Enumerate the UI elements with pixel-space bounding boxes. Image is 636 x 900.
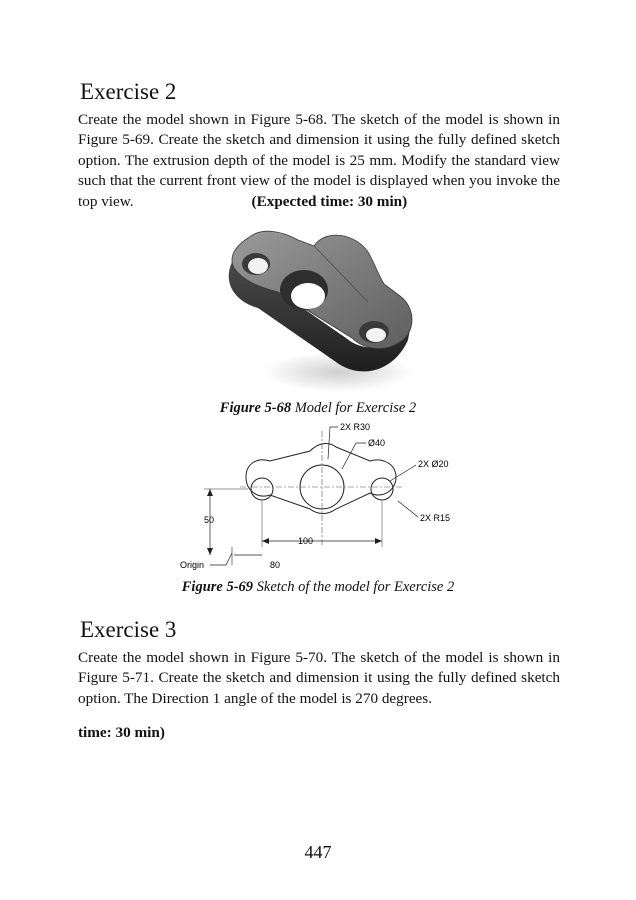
label-dim100: 100 — [298, 536, 314, 546]
figure-5-68-text: Model for Exercise 2 — [291, 400, 417, 416]
label-origin: Origin — [180, 560, 205, 570]
exercise-2-heading: Exercise 2 — [80, 79, 177, 104]
left-hole — [251, 478, 273, 500]
exercise-3-body: Create the model shown in Figure 5-70. The sketch of the model is shown in Figure 5-71. Create the sketch and dimension it using the fully defined sketch option. The Direction 1 angle of the model is 270 degrees. — [78, 649, 560, 707]
label-dim80: 80 — [270, 560, 281, 570]
figure-5-69-sketch — [170, 417, 470, 573]
exercise-3-expected-time: time: 30 min) — [78, 724, 165, 741]
figure-5-68-label: Figure 5-68 — [219, 400, 292, 416]
exercise-2-expected-time: (Expected time: 30 min) — [251, 192, 408, 210]
page-number: 447 — [304, 842, 332, 862]
label-r15: 2X R15 — [420, 513, 451, 523]
figure-5-69-text: Sketch of the model for Exercise 2 — [253, 579, 455, 595]
label-r30: 2X R30 — [340, 422, 371, 432]
figure-5-69-label: Figure 5-69 — [181, 579, 254, 595]
sketch-outline — [246, 444, 396, 514]
exercise-2-body — [78, 110, 560, 212]
exercise-2-text: Create the model shown in Figure 5-68. The sketch of the model is shown in Figure 5-69. Create the sketch and dimension it using the fully defined sketch option. The extrusion depth of the model is 25 mm. Modify the standard view such that the current front view of the model is displayed when you invoke the top view. — [78, 111, 560, 210]
exercise-3-heading: Exercise 3 — [80, 617, 177, 642]
label-d40: Ø40 — [368, 438, 386, 448]
figure-5-68-model-image — [218, 222, 418, 394]
right-hole — [371, 478, 393, 500]
label-d20: 2X Ø20 — [418, 459, 449, 469]
label-dim50: 50 — [204, 515, 215, 525]
figure-5-68-caption — [0, 400, 636, 417]
figure-5-69-caption — [0, 579, 636, 596]
